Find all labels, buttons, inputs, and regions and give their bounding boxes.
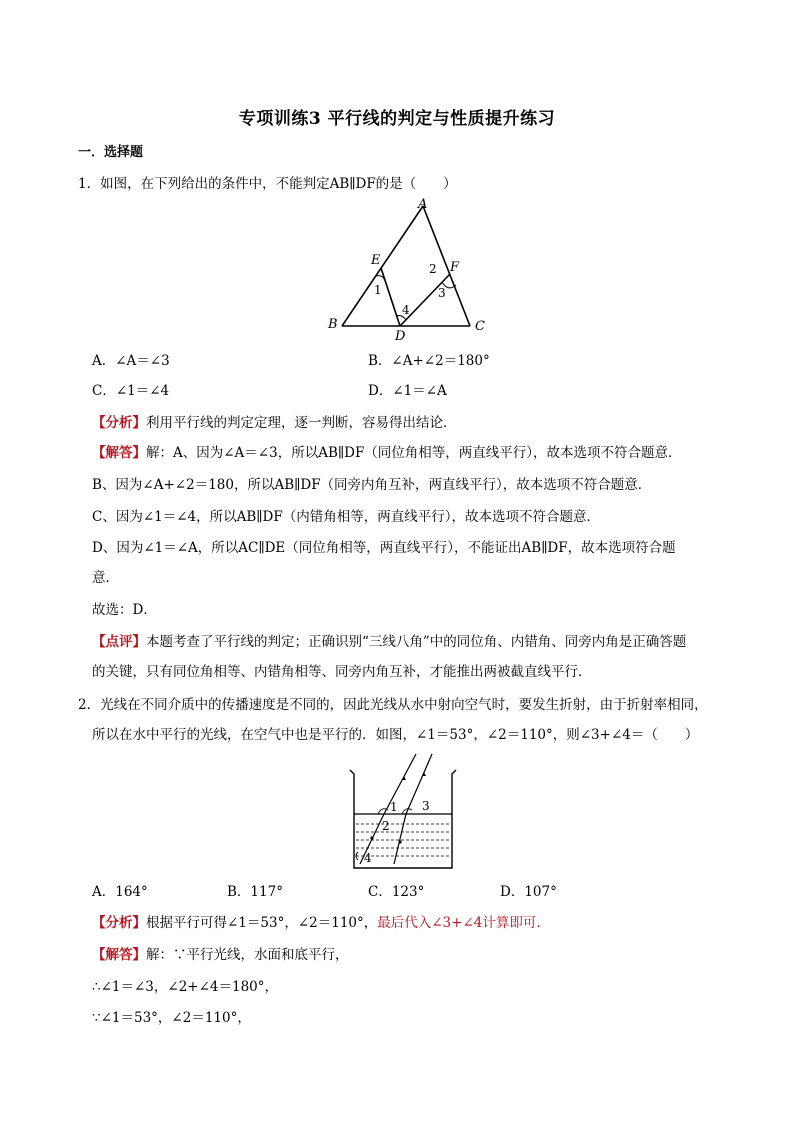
q1-option-d: D．∠1＝∠A [368,383,447,399]
q1-comment-text: 本题考查了平行线的判定；正确识别“三线八角”中的同位角、内错角、同旁内角是正确答题 [146,634,687,650]
q1-comment [92,632,686,652]
q2-label-2: 2 [382,819,390,833]
q2-label-3: 3 [422,799,430,813]
q2-option-a: A．164° [92,884,148,900]
page-title: 专项训练3 平行线的判定与性质提升练习 [238,109,556,129]
q1-solution-c: C、因为∠1＝∠4，所以AB∥DF（内错角相等，两直线平行），故本选项不符合题意． [92,509,600,525]
q1-label-B: B [328,317,338,332]
q2-solution-tag: 【解答】 [92,947,146,963]
q1-label-3: 3 [438,286,446,300]
q1-comment-cont: 的关键，只有同位角相等、内错角相等、同旁内角互补，才能推出两被截直线平行． [92,664,592,680]
q1-label-1: 1 [374,283,382,297]
q1-analysis-text: 利用平行线的判定定理，逐一判断，容易得出结论． [146,415,457,431]
q1-solution-b: B、因为∠A+∠2＝180，所以AB∥DF（同旁内角互补，两直线平行），故本选项不符合题意． [92,477,652,493]
q2-beaker-figure [344,750,464,874]
q1-label-E: E [371,253,381,268]
section-heading: 一．选择题 [78,145,144,160]
q1-label-2: 2 [429,262,437,276]
q2-analysis [92,913,550,933]
q1-solution-a [92,443,682,463]
q1-label-D: D [395,329,406,344]
q1-analysis [92,413,457,433]
q1-solution-tag: 【解答】 [92,445,146,461]
q1-solution-a-text: 解：A、因为∠A＝∠3，所以AB∥DF（同位角相等，两直线平行），故本选项不符合题意． [146,445,682,461]
q1-triangle-figure [320,196,500,344]
q2-stem-cont: 所以在水中平行的光线，在空气中也是平行的．如图，∠1＝53°，∠2＝110°，则∠3+∠4＝（ ） [92,727,699,743]
q1-analysis-tag: 【分析】 [92,415,146,431]
q1-label-4: 4 [402,303,410,317]
q1-label-F: F [450,260,460,275]
q2-analysis-text-2: 最后代入∠3+∠4计算即可． [377,915,550,931]
q2-stem: 2．光线在不同介质中的传播速度是不同的，因此光线从水中射向空气时，要发生折射，由于折射率相同， [78,697,708,713]
q2-option-b: B．117° [227,884,283,900]
q2-option-c: C．123° [368,884,425,900]
q2-analysis-tag: 【分析】 [92,915,146,931]
q1-label-C: C [475,319,485,334]
q1-solution-d: D、因为∠1＝∠A，所以AC∥DE（同位角相等，两直线平行），不能证出AB∥DF，故本选项符合题 [92,540,676,556]
q2-label-4: 4 [364,851,372,865]
q2-solution [92,945,349,965]
q2-analysis-text: 根据平行可得∠1＝53°，∠2＝110°， [146,915,378,931]
q2-solution-line3: ∵∠1＝53°，∠2＝110°， [92,1010,251,1026]
q1-comment-tag: 【点评】 [92,634,146,650]
q1-option-a: A．∠A＝∠3 [92,353,170,369]
q2-option-d: D．107° [500,884,557,900]
q2-solution-line2: ∴∠1＝∠3，∠2+∠4＝180°， [92,979,279,995]
q1-option-c: C．∠1＝∠4 [92,383,170,399]
q2-label-1: 1 [390,800,398,814]
q1-option-b: B．∠A+∠2＝180° [368,353,490,369]
q1-label-A: A [418,197,428,212]
q1-stem: 1．如图，在下列给出的条件中，不能判定AB∥DF的是（ ） [78,176,457,192]
q2-solution-text: 解：∵平行光线，水面和底平行， [146,947,349,963]
q1-choice: 故选：D． [92,602,157,618]
q1-solution-d-cont: 意． [92,570,119,586]
